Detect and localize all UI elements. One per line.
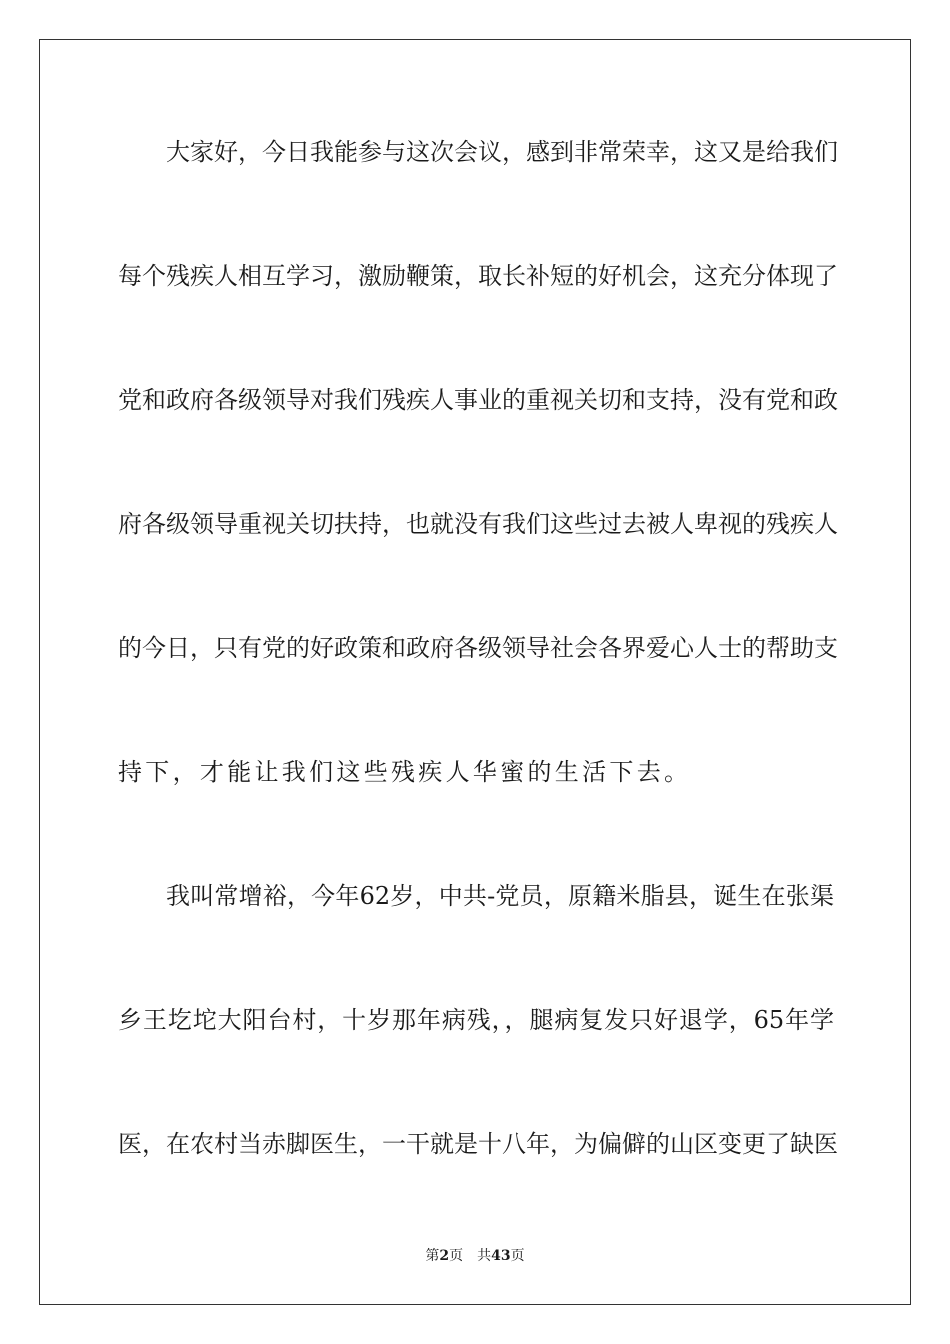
- page-number: 2: [439, 1248, 450, 1264]
- paragraph-line: 大家好，今日我能参与这次会议，感到非常荣幸，这又是给我们: [166, 138, 838, 166]
- page-suffix: 页: [449, 1248, 464, 1264]
- paragraph-line: 每个残疾人相互学习，激励鞭策，取长补短的好机会，这充分体现了: [118, 262, 838, 290]
- paragraph-line: 医，在农村当赤脚医生，一干就是十八年，为偏僻的山区变更了缺医: [118, 1130, 838, 1158]
- page-footer: [0, 1247, 950, 1265]
- total-suffix: 页: [510, 1248, 525, 1264]
- paragraph-line: 的今日，只有党的好政策和政府各级领导社会各界爱心人士的帮助支: [118, 634, 838, 662]
- paragraph-line: 府各级领导重视关切扶持，也就没有我们这些过去被人卑视的残疾人: [118, 510, 838, 538]
- paragraph-line: 我叫常增裕，今年62岁，中共-党员，原籍米脂县，诞生在张渠: [166, 882, 834, 910]
- page-prefix: 第: [425, 1248, 440, 1264]
- paragraph-line: 党和政府各级领导对我们残疾人事业的重视关切和支持，没有党和政: [118, 386, 838, 414]
- page-border: [39, 39, 911, 1305]
- paragraph-line: 乡王圪坨大阳台村，十岁那年病残，，腿病复发只好退学，65年学: [118, 1006, 834, 1034]
- paragraph-line: 持下，才能让我们这些残疾人华蜜的生活下去。: [118, 758, 692, 786]
- total-pages: 43: [491, 1248, 511, 1264]
- total-prefix: 共: [477, 1248, 492, 1264]
